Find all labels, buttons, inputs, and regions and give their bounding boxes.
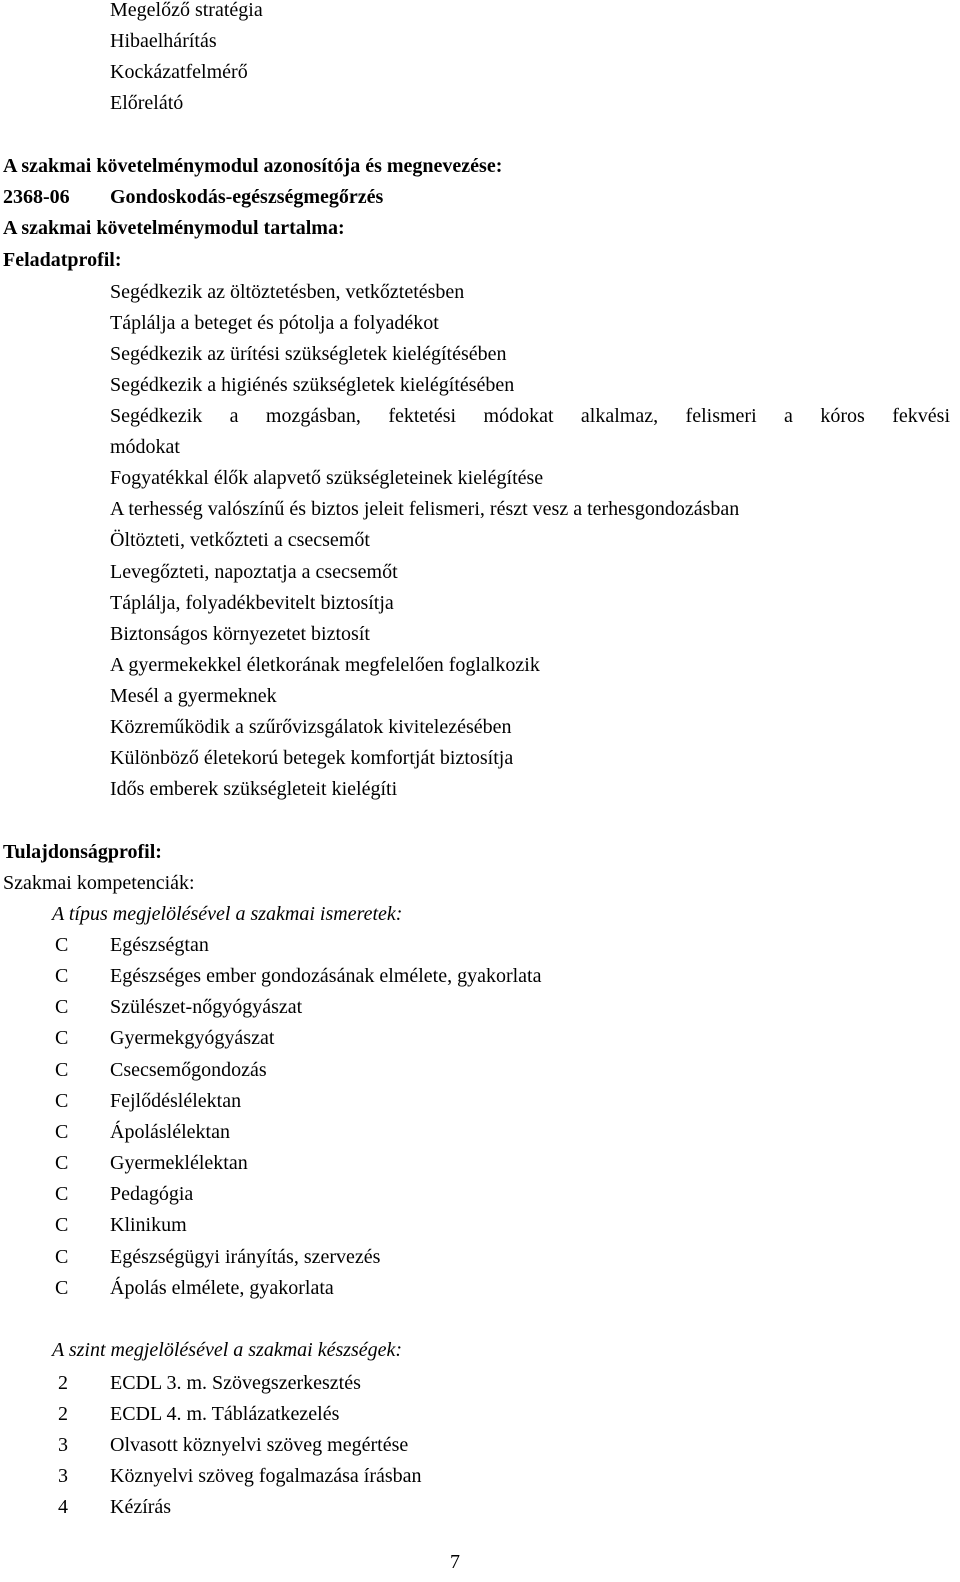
knowledge-heading: A típus megjelölésével a szakmai ismeretek: [52, 903, 403, 925]
skill-level-code: 2 [58, 1372, 68, 1394]
property-profile-heading: Tulajdonságprofil: [3, 841, 162, 863]
task-item: A terhesség valószínű és biztos jeleit felismeri, részt vesz a terhesgondozásban [110, 498, 740, 520]
task-item: Biztonságos környezetet biztosít [110, 623, 370, 645]
task-item: A gyermekekkel életkorának megfelelően foglalkozik [110, 654, 540, 676]
knowledge-item: Pedagógia [110, 1183, 194, 1205]
page-number: 7 [450, 1551, 460, 1573]
knowledge-item: Egészségtan [110, 934, 209, 956]
module-id-heading: A szakmai követelménymodul azonosítója és megnevezése: [3, 155, 503, 177]
skill-item: Köznyelvi szöveg fogalmazása írásban [110, 1465, 422, 1487]
skills-heading: A szint megjelölésével a szakmai készségek: [52, 1339, 403, 1361]
skill-level-code: 3 [58, 1465, 68, 1487]
knowledge-item: Gyermekgyógyászat [110, 1027, 275, 1049]
intro-item: Hibaelhárítás [110, 30, 217, 52]
knowledge-type-code: C [55, 1121, 69, 1143]
skill-item: Kézírás [110, 1496, 172, 1518]
task-item: Közreműködik a szűrővizsgálatok kivitelezésében [110, 716, 512, 738]
knowledge-item: Ápoláslélektan [110, 1121, 230, 1143]
knowledge-item: Klinikum [110, 1214, 187, 1236]
knowledge-type-code: C [55, 1277, 69, 1299]
knowledge-item: Gyermeklélektan [110, 1152, 248, 1174]
task-item: Fogyatékkal élők alapvető szükségleteinek kielégítése [110, 467, 544, 489]
skill-level-code: 2 [58, 1403, 68, 1425]
intro-item: Kockázatfelmérő [110, 61, 248, 83]
task-item: Mesél a gyermeknek [110, 685, 277, 707]
knowledge-item: Egészségügyi irányítás, szervezés [110, 1246, 381, 1268]
knowledge-type-code: C [55, 996, 69, 1018]
knowledge-item: Ápolás elmélete, gyakorlata [110, 1277, 334, 1299]
task-item: Különböző életekorú betegek komfortját biztosítja [110, 747, 514, 769]
knowledge-type-code: C [55, 1152, 69, 1174]
skill-item: ECDL 4. m. Táblázatkezelés [110, 1403, 340, 1425]
knowledge-item: Fejlődéslélektan [110, 1090, 242, 1112]
task-item: Táplálja, folyadékbevitelt biztosítja [110, 592, 394, 614]
task-item: Segédkezik a higiénés szükségletek kielégítésében [110, 374, 515, 396]
knowledge-type-code: C [55, 1059, 69, 1081]
task-item: Segédkezik az ürítési szükségletek kielégítésében [110, 343, 507, 365]
knowledge-type-code: C [55, 1027, 69, 1049]
task-item: Segédkezik az öltöztetésben, vetkőztetésben [110, 281, 465, 303]
task-item-continuation: módokat [110, 436, 180, 458]
intro-item: Megelőző stratégia [110, 0, 263, 21]
intro-item: Előrelátó [110, 92, 184, 114]
task-item: Táplálja a beteget és pótolja a folyadékot [110, 312, 439, 334]
knowledge-type-code: C [55, 1090, 69, 1112]
skill-item: ECDL 3. m. Szövegszerkesztés [110, 1372, 361, 1394]
module-content-heading: A szakmai követelménymodul tartalma: [3, 217, 345, 239]
knowledge-type-code: C [55, 1183, 69, 1205]
task-profile-heading: Feladatprofil: [3, 249, 122, 271]
knowledge-item: Szülészet-nőgyógyászat [110, 996, 303, 1018]
module-name: Gondoskodás-egészségmegőrzés [110, 186, 384, 208]
task-item: Levegőzteti, napoztatja a csecsemőt [110, 561, 398, 583]
task-item: Segédkezik a mozgásban, fektetési módokat alkalmaz, felismeri a kóros fekvési [110, 405, 950, 427]
knowledge-type-code: C [55, 934, 69, 956]
knowledge-type-code: C [55, 965, 69, 987]
competencies-subheading: Szakmai kompetenciák: [3, 872, 195, 894]
knowledge-item: Egészséges ember gondozásának elmélete, gyakorlata [110, 965, 542, 987]
skill-level-code: 4 [58, 1496, 68, 1518]
skill-item: Olvasott köznyelvi szöveg megértése [110, 1434, 409, 1456]
task-item: Idős emberek szükségleteit kielégíti [110, 778, 398, 800]
knowledge-item: Csecsemőgondozás [110, 1059, 267, 1081]
task-item: Öltözteti, vetkőzteti a csecsemőt [110, 529, 370, 551]
skill-level-code: 3 [58, 1434, 68, 1456]
knowledge-type-code: C [55, 1214, 69, 1236]
knowledge-type-code: C [55, 1246, 69, 1268]
module-code: 2368-06 [3, 186, 70, 208]
